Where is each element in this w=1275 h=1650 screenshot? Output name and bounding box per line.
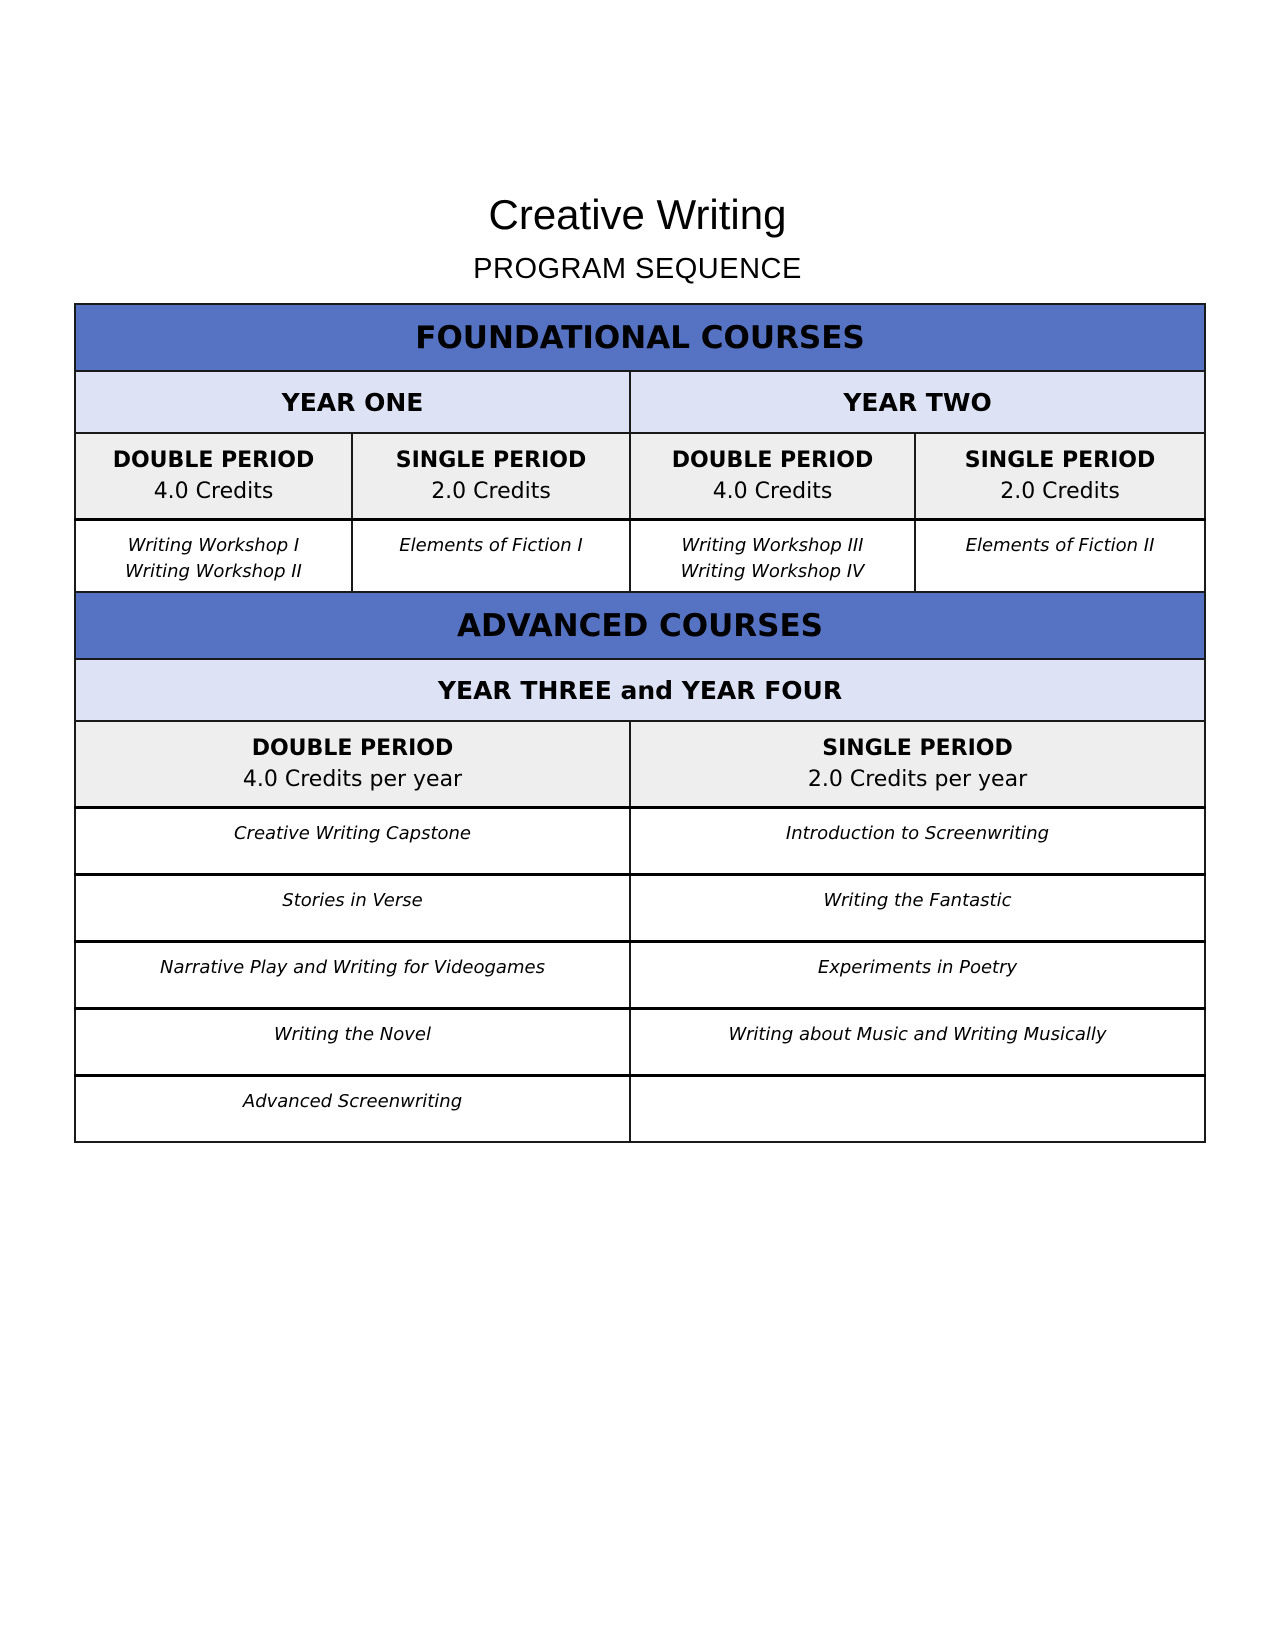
credits-label: 2.0 Credits <box>1000 478 1120 504</box>
course-list-cell <box>630 519 915 592</box>
course-list-cell <box>75 519 352 592</box>
period-cell <box>915 433 1205 519</box>
year-one-heading: YEAR ONE <box>75 371 630 433</box>
course-name: Writing Workshop IV <box>680 560 865 582</box>
course-name: Writing Workshop II <box>125 560 302 582</box>
period-cell <box>75 433 352 519</box>
advanced-course-cell: Narrative Play and Writing for Videogames <box>75 941 630 1008</box>
period-label: SINGLE PERIOD <box>964 447 1156 473</box>
period-label: DOUBLE PERIOD <box>251 735 454 761</box>
advanced-course-cell-empty <box>630 1075 1205 1142</box>
credits-label: 4.0 Credits <box>712 478 833 504</box>
advanced-course-cell: Writing the Fantastic <box>630 874 1205 941</box>
advanced-course-cell: Stories in Verse <box>75 874 630 941</box>
credits-label: 4.0 Credits <box>153 478 274 504</box>
course-name: Elements of Fiction II <box>965 534 1155 556</box>
period-label: SINGLE PERIOD <box>395 447 587 473</box>
program-sequence-table <box>74 303 1206 1143</box>
advanced-course-cell: Writing the Novel <box>75 1008 630 1075</box>
advanced-course-cell: Introduction to Screenwriting <box>630 807 1205 874</box>
period-cell <box>352 433 630 519</box>
course-list-cell <box>915 519 1205 592</box>
period-label: DOUBLE PERIOD <box>671 447 874 473</box>
advanced-single-period-cell <box>630 721 1205 807</box>
page-subtitle: PROGRAM SEQUENCE <box>473 253 802 285</box>
page-title: Creative Writing <box>488 191 787 238</box>
credits-label: 2.0 Credits per year <box>807 766 1028 792</box>
advanced-courses-heading: ADVANCED COURSES <box>75 592 1205 659</box>
period-cell <box>630 433 915 519</box>
advanced-double-period-cell <box>75 721 630 807</box>
advanced-years-heading: YEAR THREE and YEAR FOUR <box>75 659 1205 721</box>
course-name: Writing Workshop I <box>127 534 300 556</box>
course-list-cell <box>352 519 630 592</box>
advanced-course-cell: Writing about Music and Writing Musically <box>630 1008 1205 1075</box>
advanced-course-cell: Advanced Screenwriting <box>75 1075 630 1142</box>
credits-label: 4.0 Credits per year <box>242 766 463 792</box>
course-name: Writing Workshop III <box>681 534 864 556</box>
course-name: Elements of Fiction I <box>399 534 583 556</box>
advanced-course-cell: Creative Writing Capstone <box>75 807 630 874</box>
year-two-heading: YEAR TWO <box>630 371 1205 433</box>
credits-label: 2.0 Credits <box>431 478 551 504</box>
period-label: SINGLE PERIOD <box>822 735 1013 761</box>
period-label: DOUBLE PERIOD <box>112 447 315 473</box>
foundational-courses-heading: FOUNDATIONAL COURSES <box>75 304 1205 371</box>
advanced-course-cell: Experiments in Poetry <box>630 941 1205 1008</box>
